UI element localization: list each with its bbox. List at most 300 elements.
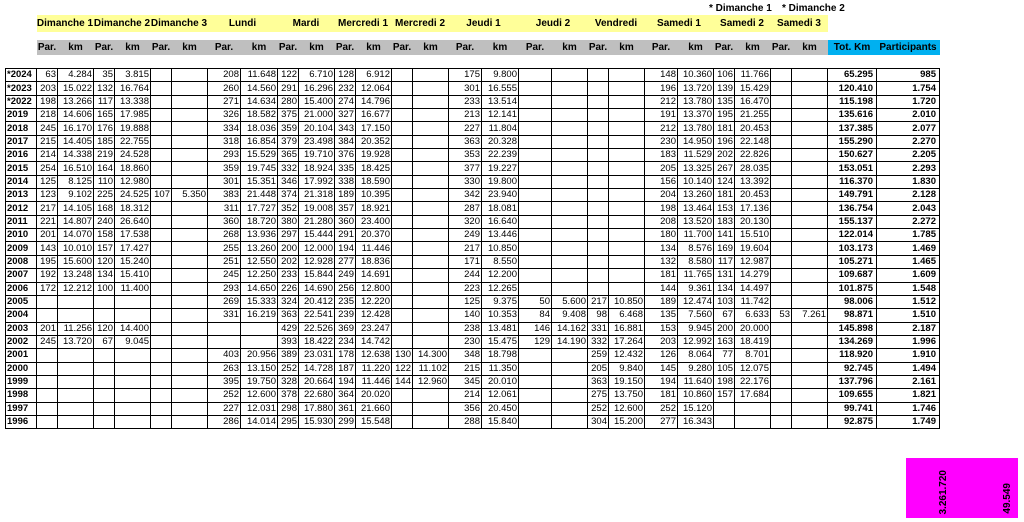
table-cell: 13.720 <box>678 82 714 95</box>
table-cell: 178 <box>335 349 356 362</box>
table-cell <box>609 189 645 202</box>
table-cell: 98 <box>588 309 609 322</box>
table-cell <box>792 349 828 362</box>
table-cell: 144 <box>645 282 678 295</box>
table-cell: 318 <box>208 135 241 148</box>
table-cell: 163 <box>714 335 735 348</box>
km-label: km <box>482 40 519 55</box>
participants-cell: 1.720 <box>877 95 940 108</box>
table-cell <box>735 402 771 415</box>
table-cell <box>519 349 552 362</box>
day-header-row <box>6 15 940 32</box>
day-header: Jeudi 1 <box>449 15 519 32</box>
table-cell: 175 <box>449 69 482 82</box>
table-cell: 202 <box>714 149 735 162</box>
table-cell <box>172 215 208 228</box>
total-km-cell: 135.616 <box>828 109 877 122</box>
table-cell: 15.930 <box>299 415 335 428</box>
table-cell <box>792 362 828 375</box>
table-row <box>6 149 940 162</box>
total-km-cell: 116.370 <box>828 175 877 188</box>
table-cell: 277 <box>335 255 356 268</box>
table-cell: 183 <box>714 215 735 228</box>
par-label: Par. <box>37 40 58 55</box>
table-cell <box>392 189 413 202</box>
table-cell <box>588 162 609 175</box>
table-cell: 135 <box>714 95 735 108</box>
table-cell: 20.104 <box>299 122 335 135</box>
table-cell <box>552 189 588 202</box>
table-cell: 20.956 <box>241 349 278 362</box>
table-cell: 235 <box>335 295 356 308</box>
table-cell <box>771 349 792 362</box>
table-cell: 12.031 <box>241 402 278 415</box>
participants-cell: 2.077 <box>877 122 940 135</box>
table-cell <box>792 149 828 162</box>
km-label: km <box>678 40 714 55</box>
table-cell <box>392 215 413 228</box>
year-cell: 1998 <box>6 389 37 402</box>
table-cell: 245 <box>208 269 241 282</box>
table-cell: 198 <box>37 95 58 108</box>
table-cell <box>771 109 792 122</box>
table-cell: 311 <box>208 202 241 215</box>
table-row <box>6 282 940 295</box>
table-cell: 171 <box>449 255 482 268</box>
table-cell <box>609 229 645 242</box>
table-cell: 23.940 <box>482 189 519 202</box>
table-cell: 395 <box>208 375 241 388</box>
table-cell: 14.560 <box>241 82 278 95</box>
year-cell: 2002 <box>6 335 37 348</box>
table-cell <box>552 242 588 255</box>
participants-cell: 2.010 <box>877 109 940 122</box>
table-cell <box>519 362 552 375</box>
table-cell <box>413 135 449 148</box>
table-cell <box>172 415 208 428</box>
table-cell <box>771 95 792 108</box>
table-cell: 208 <box>645 215 678 228</box>
par-label: Par. <box>519 40 552 55</box>
table-cell <box>151 335 172 348</box>
par-label: Par. <box>588 40 609 55</box>
par-label: Par. <box>151 40 172 55</box>
year-cell: 2011 <box>6 215 37 228</box>
table-cell: 18.921 <box>356 202 392 215</box>
table-row <box>6 389 940 402</box>
table-cell: 244 <box>449 269 482 282</box>
table-cell: 271 <box>208 95 241 108</box>
table-cell: 200 <box>278 242 299 255</box>
year-cell: 2001 <box>6 349 37 362</box>
table-cell <box>552 349 588 362</box>
table-cell: 374 <box>278 189 299 202</box>
table-cell: 219 <box>94 149 115 162</box>
table-cell: 13.260 <box>241 242 278 255</box>
table-cell: 212 <box>645 122 678 135</box>
table-cell <box>588 229 609 242</box>
year-cell: 2006 <box>6 282 37 295</box>
table-cell <box>413 149 449 162</box>
table-row <box>6 349 940 362</box>
table-cell: 238 <box>449 322 482 335</box>
table-cell: 11.804 <box>482 122 519 135</box>
table-cell: 156 <box>645 175 678 188</box>
table-cell <box>151 149 172 162</box>
table-cell: 233 <box>278 269 299 282</box>
table-cell: 16.854 <box>241 135 278 148</box>
table-cell: 181 <box>645 389 678 402</box>
table-cell: 330 <box>449 175 482 188</box>
table-cell: 120 <box>94 322 115 335</box>
year-cell: 2013 <box>6 189 37 202</box>
table-cell <box>37 375 58 388</box>
table-cell <box>792 175 828 188</box>
table-cell: 143 <box>37 242 58 255</box>
table-cell: 14.742 <box>356 335 392 348</box>
table-cell <box>519 135 552 148</box>
table-cell <box>115 309 151 322</box>
table-cell: 19.008 <box>299 202 335 215</box>
table-row <box>6 202 940 215</box>
table-cell: 20.020 <box>356 389 392 402</box>
table-cell: 17.427 <box>115 242 151 255</box>
table-cell <box>588 282 609 295</box>
table-cell: 20.412 <box>299 295 335 308</box>
table-cell: 214 <box>449 389 482 402</box>
table-cell: 363 <box>449 135 482 148</box>
total-km-header: Tot. Km <box>828 40 877 55</box>
table-cell: 11.256 <box>58 322 94 335</box>
table-cell <box>519 229 552 242</box>
table-cell: 19.928 <box>356 149 392 162</box>
table-cell: 301 <box>208 175 241 188</box>
table-cell: 14.162 <box>552 322 588 335</box>
table-cell: 13.514 <box>482 95 519 108</box>
table-cell: 28.035 <box>735 162 771 175</box>
table-cell: 23.247 <box>356 322 392 335</box>
table-cell: 14.606 <box>58 109 94 122</box>
table-cell <box>172 402 208 415</box>
year-cell: 1999 <box>6 375 37 388</box>
par-label: Par. <box>208 40 241 55</box>
table-cell <box>792 109 828 122</box>
table-cell: 268 <box>208 229 241 242</box>
year-cell: 2018 <box>6 122 37 135</box>
table-cell <box>792 162 828 175</box>
table-cell <box>413 415 449 428</box>
table-cell <box>552 215 588 228</box>
table-cell <box>609 282 645 295</box>
table-cell: 299 <box>335 415 356 428</box>
table-cell: 221 <box>37 215 58 228</box>
par-label: Par. <box>645 40 678 55</box>
table-cell <box>519 375 552 388</box>
table-cell <box>392 202 413 215</box>
table-cell: 10.860 <box>678 389 714 402</box>
table-cell <box>151 69 172 82</box>
table-cell <box>172 349 208 362</box>
table-cell: 105 <box>714 362 735 375</box>
table-cell <box>392 309 413 322</box>
table-cell <box>552 202 588 215</box>
table-cell <box>94 349 115 362</box>
day-header: Samedi 1 <box>645 15 714 32</box>
table-cell <box>792 269 828 282</box>
table-cell <box>771 415 792 428</box>
table-cell: 227 <box>208 402 241 415</box>
table-cell: 11.529 <box>678 149 714 162</box>
table-cell: 12.638 <box>356 349 392 362</box>
table-cell: 201 <box>37 322 58 335</box>
table-cell: 233 <box>449 95 482 108</box>
table-cell: 293 <box>208 149 241 162</box>
year-cell: 2007 <box>6 269 37 282</box>
table-cell <box>588 82 609 95</box>
table-cell: 202 <box>278 255 299 268</box>
table-cell <box>413 122 449 135</box>
table-cell: 130 <box>392 349 413 362</box>
table-cell <box>151 255 172 268</box>
table-cell: 298 <box>278 402 299 415</box>
table-cell: 9.800 <box>482 69 519 82</box>
table-cell: 18.590 <box>356 175 392 188</box>
table-cell: 192 <box>37 269 58 282</box>
table-cell: 13.248 <box>58 269 94 282</box>
table-row <box>6 255 940 268</box>
table-cell: 277 <box>645 415 678 428</box>
table-cell <box>151 215 172 228</box>
table-cell <box>413 162 449 175</box>
table-cell: 10.360 <box>678 69 714 82</box>
table-cell: 148 <box>645 69 678 82</box>
participants-cell: 2.128 <box>877 189 940 202</box>
total-km-cell: 118.920 <box>828 349 877 362</box>
total-km-cell: 120.410 <box>828 82 877 95</box>
total-km-cell: 99.741 <box>828 402 877 415</box>
par-label: Par. <box>714 40 735 55</box>
table-cell <box>172 135 208 148</box>
table-cell: 13.370 <box>678 109 714 122</box>
participants-cell: 2.161 <box>877 375 940 388</box>
table-cell: 144 <box>392 375 413 388</box>
table-cell: 16.764 <box>115 82 151 95</box>
total-km-cell: 105.271 <box>828 255 877 268</box>
table-cell: 227 <box>449 122 482 135</box>
table-cell <box>392 335 413 348</box>
table-cell: 331 <box>588 322 609 335</box>
table-cell <box>58 362 94 375</box>
table-cell: 15.022 <box>58 82 94 95</box>
table-cell: 10.850 <box>609 295 645 308</box>
table-cell <box>392 135 413 148</box>
table-cell <box>771 135 792 148</box>
table-cell <box>519 215 552 228</box>
table-cell <box>172 82 208 95</box>
km-label: km <box>58 40 94 55</box>
table-row <box>6 415 940 428</box>
table-cell <box>413 202 449 215</box>
table-cell: 12.064 <box>356 82 392 95</box>
table-cell: 13.720 <box>58 335 94 348</box>
table-cell <box>172 255 208 268</box>
table-cell <box>413 335 449 348</box>
table-cell: 14.105 <box>58 202 94 215</box>
table-cell <box>392 402 413 415</box>
table-cell <box>792 402 828 415</box>
table-cell <box>552 375 588 388</box>
table-cell: 141 <box>714 229 735 242</box>
table-cell <box>151 295 172 308</box>
table-cell <box>519 69 552 82</box>
table-cell: 356 <box>449 402 482 415</box>
table-cell: 240 <box>94 215 115 228</box>
total-km-cell: 145.898 <box>828 322 877 335</box>
table-cell <box>58 309 94 322</box>
table-cell: 181 <box>645 269 678 282</box>
table-cell: 357 <box>335 202 356 215</box>
table-cell: 9.408 <box>552 309 588 322</box>
table-cell <box>519 402 552 415</box>
total-km-cell: 98.871 <box>828 309 877 322</box>
table-cell: 12.075 <box>735 362 771 375</box>
table-cell <box>519 202 552 215</box>
table-cell: 12.250 <box>241 269 278 282</box>
table-cell: 291 <box>278 82 299 95</box>
table-cell <box>792 122 828 135</box>
table-cell: 352 <box>278 202 299 215</box>
table-cell <box>392 415 413 428</box>
table-cell: 191 <box>645 109 678 122</box>
table-cell: 263 <box>208 362 241 375</box>
table-cell: 17.992 <box>299 175 335 188</box>
table-row <box>6 95 940 108</box>
table-cell: 172 <box>37 282 58 295</box>
table-cell: 21.660 <box>356 402 392 415</box>
table-cell <box>413 322 449 335</box>
total-km-cell: 115.198 <box>828 95 877 108</box>
table-cell: 131 <box>714 269 735 282</box>
table-cell: 365 <box>278 149 299 162</box>
table-cell <box>392 282 413 295</box>
par-label: Par. <box>278 40 299 55</box>
participants-cell: 1.821 <box>877 389 940 402</box>
table-cell: 21.318 <box>299 189 335 202</box>
table-cell: 180 <box>645 229 678 242</box>
table-cell: 18.860 <box>115 162 151 175</box>
table-cell: 12.000 <box>299 242 335 255</box>
table-cell <box>94 402 115 415</box>
table-cell: 125 <box>449 295 482 308</box>
table-cell: 132 <box>94 82 115 95</box>
table-cell <box>792 322 828 335</box>
table-cell: 125 <box>37 175 58 188</box>
table-cell: 324 <box>278 295 299 308</box>
table-cell <box>151 175 172 188</box>
table-cell: 217 <box>588 295 609 308</box>
table-cell <box>792 255 828 268</box>
table-cell <box>172 95 208 108</box>
total-km-cell: 149.791 <box>828 189 877 202</box>
year-cell: *2024 <box>6 69 37 82</box>
table-row <box>6 215 940 228</box>
table-cell <box>151 389 172 402</box>
table-cell <box>609 269 645 282</box>
table-cell: 326 <box>208 109 241 122</box>
table-cell <box>172 149 208 162</box>
table-cell: 267 <box>714 162 735 175</box>
table-cell: 187 <box>335 362 356 375</box>
table-cell: 103 <box>714 295 735 308</box>
table-cell: 22.826 <box>735 149 771 162</box>
table-cell: 403 <box>208 349 241 362</box>
table-cell: 194 <box>645 375 678 388</box>
table-cell: 377 <box>449 162 482 175</box>
year-cell: 2019 <box>6 109 37 122</box>
table-cell <box>172 162 208 175</box>
total-km-cell: 134.269 <box>828 335 877 348</box>
table-cell: 189 <box>645 295 678 308</box>
participants-cell: 1.746 <box>877 402 940 415</box>
table-cell: 18.419 <box>735 335 771 348</box>
table-cell: 8.576 <box>678 242 714 255</box>
table-cell: 63 <box>37 69 58 82</box>
table-cell <box>413 402 449 415</box>
participants-cell: 2.272 <box>877 215 940 228</box>
table-cell <box>771 82 792 95</box>
table-cell: 22.680 <box>299 389 335 402</box>
table-cell: 361 <box>335 402 356 415</box>
table-cell: 194 <box>335 242 356 255</box>
table-cell: 3.815 <box>115 69 151 82</box>
table-cell <box>151 402 172 415</box>
table-cell: 234 <box>335 335 356 348</box>
table-cell: 15.475 <box>482 335 519 348</box>
table-cell <box>552 149 588 162</box>
table-cell: 8.701 <box>735 349 771 362</box>
table-cell: 117 <box>94 95 115 108</box>
table-cell <box>588 109 609 122</box>
table-cell: 16.170 <box>58 122 94 135</box>
table-cell: 11.742 <box>735 295 771 308</box>
table-cell: 23.498 <box>299 135 335 148</box>
table-cell: 19.745 <box>241 162 278 175</box>
table-cell <box>241 335 278 348</box>
table-cell: 11.648 <box>241 69 278 82</box>
table-cell <box>151 415 172 428</box>
table-cell <box>771 322 792 335</box>
table-cell <box>792 389 828 402</box>
table-cell <box>771 269 792 282</box>
table-cell <box>792 282 828 295</box>
table-cell <box>588 175 609 188</box>
table-cell <box>552 362 588 375</box>
table-cell: 291 <box>335 229 356 242</box>
table-cell: 17.880 <box>299 402 335 415</box>
table-cell: 217 <box>449 242 482 255</box>
table-cell <box>552 389 588 402</box>
table-cell: 198 <box>714 375 735 388</box>
year-cell: 2016 <box>6 149 37 162</box>
table-cell <box>413 295 449 308</box>
table-cell: 181 <box>714 122 735 135</box>
table-cell <box>392 95 413 108</box>
table-cell <box>609 162 645 175</box>
participants-cell: 1.494 <box>877 362 940 375</box>
results-table <box>5 15 940 429</box>
table-cell <box>172 322 208 335</box>
table-cell: 146 <box>519 322 552 335</box>
